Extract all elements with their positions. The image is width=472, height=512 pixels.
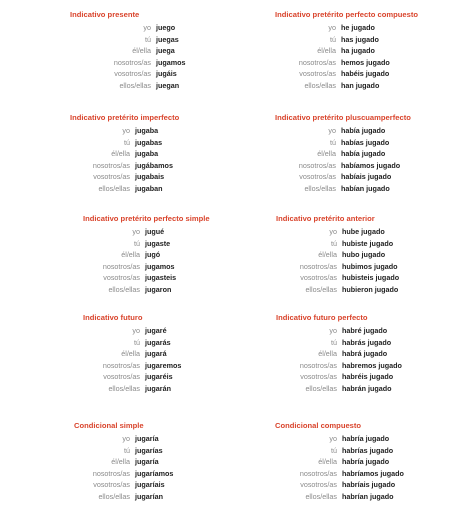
section-indicativo-futuro — [83, 313, 263, 395]
conjugation-row — [276, 371, 466, 383]
verb-form: jugarán — [145, 383, 171, 393]
section-condicional-compuesto — [275, 421, 465, 503]
conjugation-row — [74, 491, 264, 503]
conjugation-row — [276, 284, 466, 296]
pronoun-label: vosotros/as — [300, 273, 337, 283]
verb-form: habré jugado — [342, 326, 388, 335]
section-title: Indicativo pretérito pluscuamperfecto — [275, 113, 411, 122]
conjugation-row — [275, 445, 465, 457]
conjugation-table — [70, 22, 255, 92]
pronoun-label: nosotros/as — [92, 468, 130, 478]
section-indicativo-preterito-perfecto-compuesto — [275, 10, 465, 92]
conjugation-row — [275, 45, 465, 57]
verb-form: jugabas — [135, 137, 163, 147]
conjugation-row — [275, 137, 465, 149]
verb-form: juegas — [156, 34, 179, 44]
verb-form: jugaría — [135, 457, 159, 467]
pronoun-label: él/ella — [132, 46, 151, 56]
verb-form: había jugado — [341, 149, 386, 159]
verb-form: habíais jugado — [341, 172, 392, 182]
pronoun-label: yo — [143, 23, 151, 32]
pronoun-label: nosotros/as — [298, 160, 336, 170]
conjugation-table — [275, 433, 465, 503]
verb-form: habéis jugado — [341, 69, 390, 79]
verb-form: hubisteis jugado — [342, 273, 400, 283]
conjugation-row — [276, 226, 466, 238]
verb-form: jugasteis — [145, 273, 177, 283]
verb-form: habrás jugado — [342, 337, 392, 347]
conjugation-row — [74, 468, 264, 480]
pronoun-label: yo — [329, 326, 337, 335]
conjugation-row — [83, 238, 263, 250]
conjugation-row — [275, 34, 465, 46]
verb-form: han jugado — [341, 80, 380, 90]
conjugation-row — [275, 433, 465, 445]
conjugation-table — [276, 325, 466, 395]
verb-form: habréis jugado — [342, 372, 394, 382]
conjugation-row — [70, 148, 255, 160]
pronoun-label: yo — [329, 227, 337, 236]
pronoun-label: él/ella — [317, 46, 336, 56]
conjugation-row — [275, 183, 465, 195]
verb-form: jugaban — [135, 183, 163, 193]
conjugation-row — [74, 433, 264, 445]
pronoun-label: vosotros/as — [103, 273, 140, 283]
section-indicativo-futuro-perfecto — [276, 313, 466, 395]
conjugation-row — [276, 348, 466, 360]
conjugation-table — [275, 22, 465, 92]
verb-form: jugarían — [135, 491, 163, 501]
verb-form: jugáis — [156, 69, 177, 79]
verb-form: había jugado — [341, 126, 386, 135]
verb-form: jugaremos — [145, 360, 182, 370]
section-indicativo-preterito-pluscuamperfecto — [275, 113, 465, 195]
conjugation-row — [275, 160, 465, 172]
verb-form: habíamos jugado — [341, 160, 401, 170]
section-title: Indicativo pretérito imperfecto — [70, 113, 180, 122]
verb-form: habrías jugado — [342, 445, 394, 455]
pronoun-label: ellos/ellas — [108, 383, 140, 393]
verb-form: habrán jugado — [342, 383, 392, 393]
verb-form: habría jugado — [342, 457, 390, 467]
pronoun-label: vosotros/as — [93, 172, 130, 182]
pronoun-label: ellos/ellas — [108, 284, 140, 294]
verb-form: ha jugado — [341, 46, 375, 56]
conjugation-row — [70, 183, 255, 195]
conjugation-row — [70, 34, 255, 46]
pronoun-label: tú — [331, 337, 337, 347]
section-indicativo-preterito-anterior — [276, 214, 466, 296]
pronoun-label: tú — [134, 337, 140, 347]
conjugation-row — [276, 249, 466, 261]
verb-form: juega — [156, 46, 175, 56]
verb-form: jugamos — [145, 261, 175, 271]
verb-form: habríais jugado — [342, 480, 396, 490]
pronoun-label: nosotros/as — [102, 261, 140, 271]
conjugation-table — [83, 325, 263, 395]
conjugation-row — [276, 272, 466, 284]
conjugation-row — [275, 456, 465, 468]
conjugation-row — [70, 68, 255, 80]
pronoun-label: nosotros/as — [102, 360, 140, 370]
pronoun-label: yo — [328, 23, 336, 32]
pronoun-label: ellos/ellas — [98, 491, 130, 501]
verb-form: habríamos jugado — [342, 468, 404, 478]
pronoun-label: nosotros/as — [299, 468, 337, 478]
conjugation-row — [70, 45, 255, 57]
pronoun-label: nosotros/as — [113, 57, 151, 67]
verb-form: jugó — [145, 250, 161, 260]
pronoun-label: vosotros/as — [299, 172, 336, 182]
pronoun-label: ellos/ellas — [304, 80, 336, 90]
verb-form: jugué — [145, 227, 165, 236]
section-title: Indicativo pretérito perfecto compuesto — [275, 10, 419, 19]
verb-form: hubimos jugado — [342, 261, 398, 271]
section-title: Indicativo presente — [70, 10, 140, 19]
conjugation-row — [74, 445, 264, 457]
conjugation-row — [275, 171, 465, 183]
pronoun-label: vosotros/as — [114, 69, 151, 79]
section-indicativo-preterito-imperfecto — [70, 113, 255, 195]
conjugation-row — [83, 325, 263, 337]
verb-form: jugaréis — [145, 372, 173, 382]
pronoun-label: él/ella — [318, 250, 337, 260]
pronoun-label: ellos/ellas — [304, 183, 336, 193]
conjugation-row — [276, 383, 466, 395]
pronoun-label: ellos/ellas — [119, 80, 151, 90]
verb-form: hubo jugado — [342, 250, 386, 260]
conjugation-row — [83, 371, 263, 383]
pronoun-label: vosotros/as — [300, 480, 337, 490]
conjugation-row — [83, 226, 263, 238]
verb-form: jugaba — [135, 149, 159, 159]
verb-form: jugaríais — [135, 480, 165, 490]
pronoun-label: ellos/ellas — [305, 491, 337, 501]
pronoun-label: ellos/ellas — [305, 383, 337, 393]
verb-form: jugará — [145, 349, 167, 359]
conjugation-row — [74, 456, 264, 468]
verb-form: jugábamos — [135, 160, 173, 170]
section-title: Condicional simple — [74, 421, 144, 430]
conjugation-table — [275, 125, 465, 195]
pronoun-label: vosotros/as — [93, 480, 130, 490]
verb-form: hemos jugado — [341, 57, 390, 67]
verb-form: jugaré — [145, 326, 167, 335]
pronoun-label: yo — [122, 434, 130, 443]
conjugation-row — [276, 337, 466, 349]
pronoun-label: tú — [124, 445, 130, 455]
pronoun-label: tú — [330, 137, 336, 147]
section-title: Condicional compuesto — [275, 421, 362, 430]
pronoun-label: él/ella — [121, 349, 140, 359]
conjugation-row — [275, 22, 465, 34]
section-condicional-simple — [74, 421, 264, 503]
conjugation-row — [275, 491, 465, 503]
verb-form: hube jugado — [342, 227, 385, 236]
pronoun-label: él/ella — [318, 349, 337, 359]
conjugation-row — [83, 337, 263, 349]
pronoun-label: yo — [329, 434, 337, 443]
verb-form: habías jugado — [341, 137, 390, 147]
pronoun-label: nosotros/as — [299, 360, 337, 370]
pronoun-label: tú — [330, 34, 336, 44]
conjugation-table — [70, 125, 255, 195]
verb-form: jugaba — [135, 126, 159, 135]
conjugation-table — [83, 226, 263, 296]
section-indicativo-presente — [70, 10, 255, 92]
pronoun-label: nosotros/as — [299, 261, 337, 271]
verb-form: habremos jugado — [342, 360, 402, 370]
section-title: Indicativo futuro perfecto — [276, 313, 368, 322]
verb-form: habría jugado — [342, 434, 390, 443]
conjugation-row — [70, 125, 255, 137]
conjugation-row — [276, 238, 466, 250]
conjugation-row — [275, 57, 465, 69]
conjugation-row — [276, 261, 466, 273]
pronoun-label: ellos/ellas — [305, 284, 337, 294]
verb-form: juego — [156, 23, 176, 32]
pronoun-label: nosotros/as — [92, 160, 130, 170]
conjugation-row — [83, 261, 263, 273]
conjugation-row — [70, 22, 255, 34]
conjugation-row — [83, 284, 263, 296]
verb-form: habrían jugado — [342, 491, 394, 501]
conjugation-row — [83, 348, 263, 360]
conjugation-row — [275, 125, 465, 137]
conjugation-row — [70, 171, 255, 183]
conjugation-row — [70, 137, 255, 149]
conjugation-row — [83, 383, 263, 395]
verb-form: he jugado — [341, 23, 375, 32]
pronoun-label: yo — [328, 126, 336, 135]
pronoun-label: tú — [331, 445, 337, 455]
conjugation-row — [70, 160, 255, 172]
pronoun-label: vosotros/as — [299, 69, 336, 79]
conjugation-row — [275, 68, 465, 80]
pronoun-label: él/ella — [111, 457, 130, 467]
pronoun-label: él/ella — [121, 250, 140, 260]
conjugation-row — [83, 360, 263, 372]
conjugation-row — [276, 360, 466, 372]
verb-form: habrá jugado — [342, 349, 388, 359]
section-title: Indicativo pretérito anterior — [276, 214, 375, 223]
verb-form: hubieron jugado — [342, 284, 399, 294]
pronoun-label: tú — [145, 34, 151, 44]
verb-form: jugamos — [156, 57, 186, 67]
pronoun-label: él/ella — [318, 457, 337, 467]
pronoun-label: él/ella — [317, 149, 336, 159]
conjugation-row — [276, 325, 466, 337]
verb-form: hubiste jugado — [342, 238, 394, 248]
conjugation-table — [74, 433, 264, 503]
pronoun-label: yo — [122, 126, 130, 135]
verb-form: jugarás — [145, 337, 171, 347]
conjugation-row — [275, 80, 465, 92]
verb-form: jugaron — [145, 284, 172, 294]
conjugation-table — [276, 226, 466, 296]
conjugation-row — [83, 249, 263, 261]
pronoun-label: él/ella — [111, 149, 130, 159]
conjugation-row — [83, 272, 263, 284]
pronoun-label: tú — [331, 238, 337, 248]
conjugation-row — [70, 80, 255, 92]
pronoun-label: tú — [124, 137, 130, 147]
verb-form: jugaste — [145, 238, 171, 248]
verb-form: jugarías — [135, 445, 163, 455]
conjugation-row — [275, 479, 465, 491]
conjugation-row — [74, 479, 264, 491]
pronoun-label: vosotros/as — [103, 372, 140, 382]
verb-form: jugaríamos — [135, 468, 174, 478]
conjugation-row — [275, 468, 465, 480]
verb-form: has jugado — [341, 34, 379, 44]
conjugation-row — [275, 148, 465, 160]
verb-form: jugabais — [135, 172, 165, 182]
verb-form: jugaría — [135, 434, 159, 443]
section-title: Indicativo pretérito perfecto simple — [83, 214, 210, 223]
pronoun-label: vosotros/as — [300, 372, 337, 382]
pronoun-label: nosotros/as — [298, 57, 336, 67]
pronoun-label: yo — [132, 227, 140, 236]
verb-form: habían jugado — [341, 183, 390, 193]
pronoun-label: yo — [132, 326, 140, 335]
pronoun-label: tú — [134, 238, 140, 248]
section-title: Indicativo futuro — [83, 313, 143, 322]
pronoun-label: ellos/ellas — [98, 183, 130, 193]
verb-form: juegan — [156, 80, 180, 90]
conjugation-row — [70, 57, 255, 69]
section-indicativo-preterito-perfecto-simple — [83, 214, 263, 296]
